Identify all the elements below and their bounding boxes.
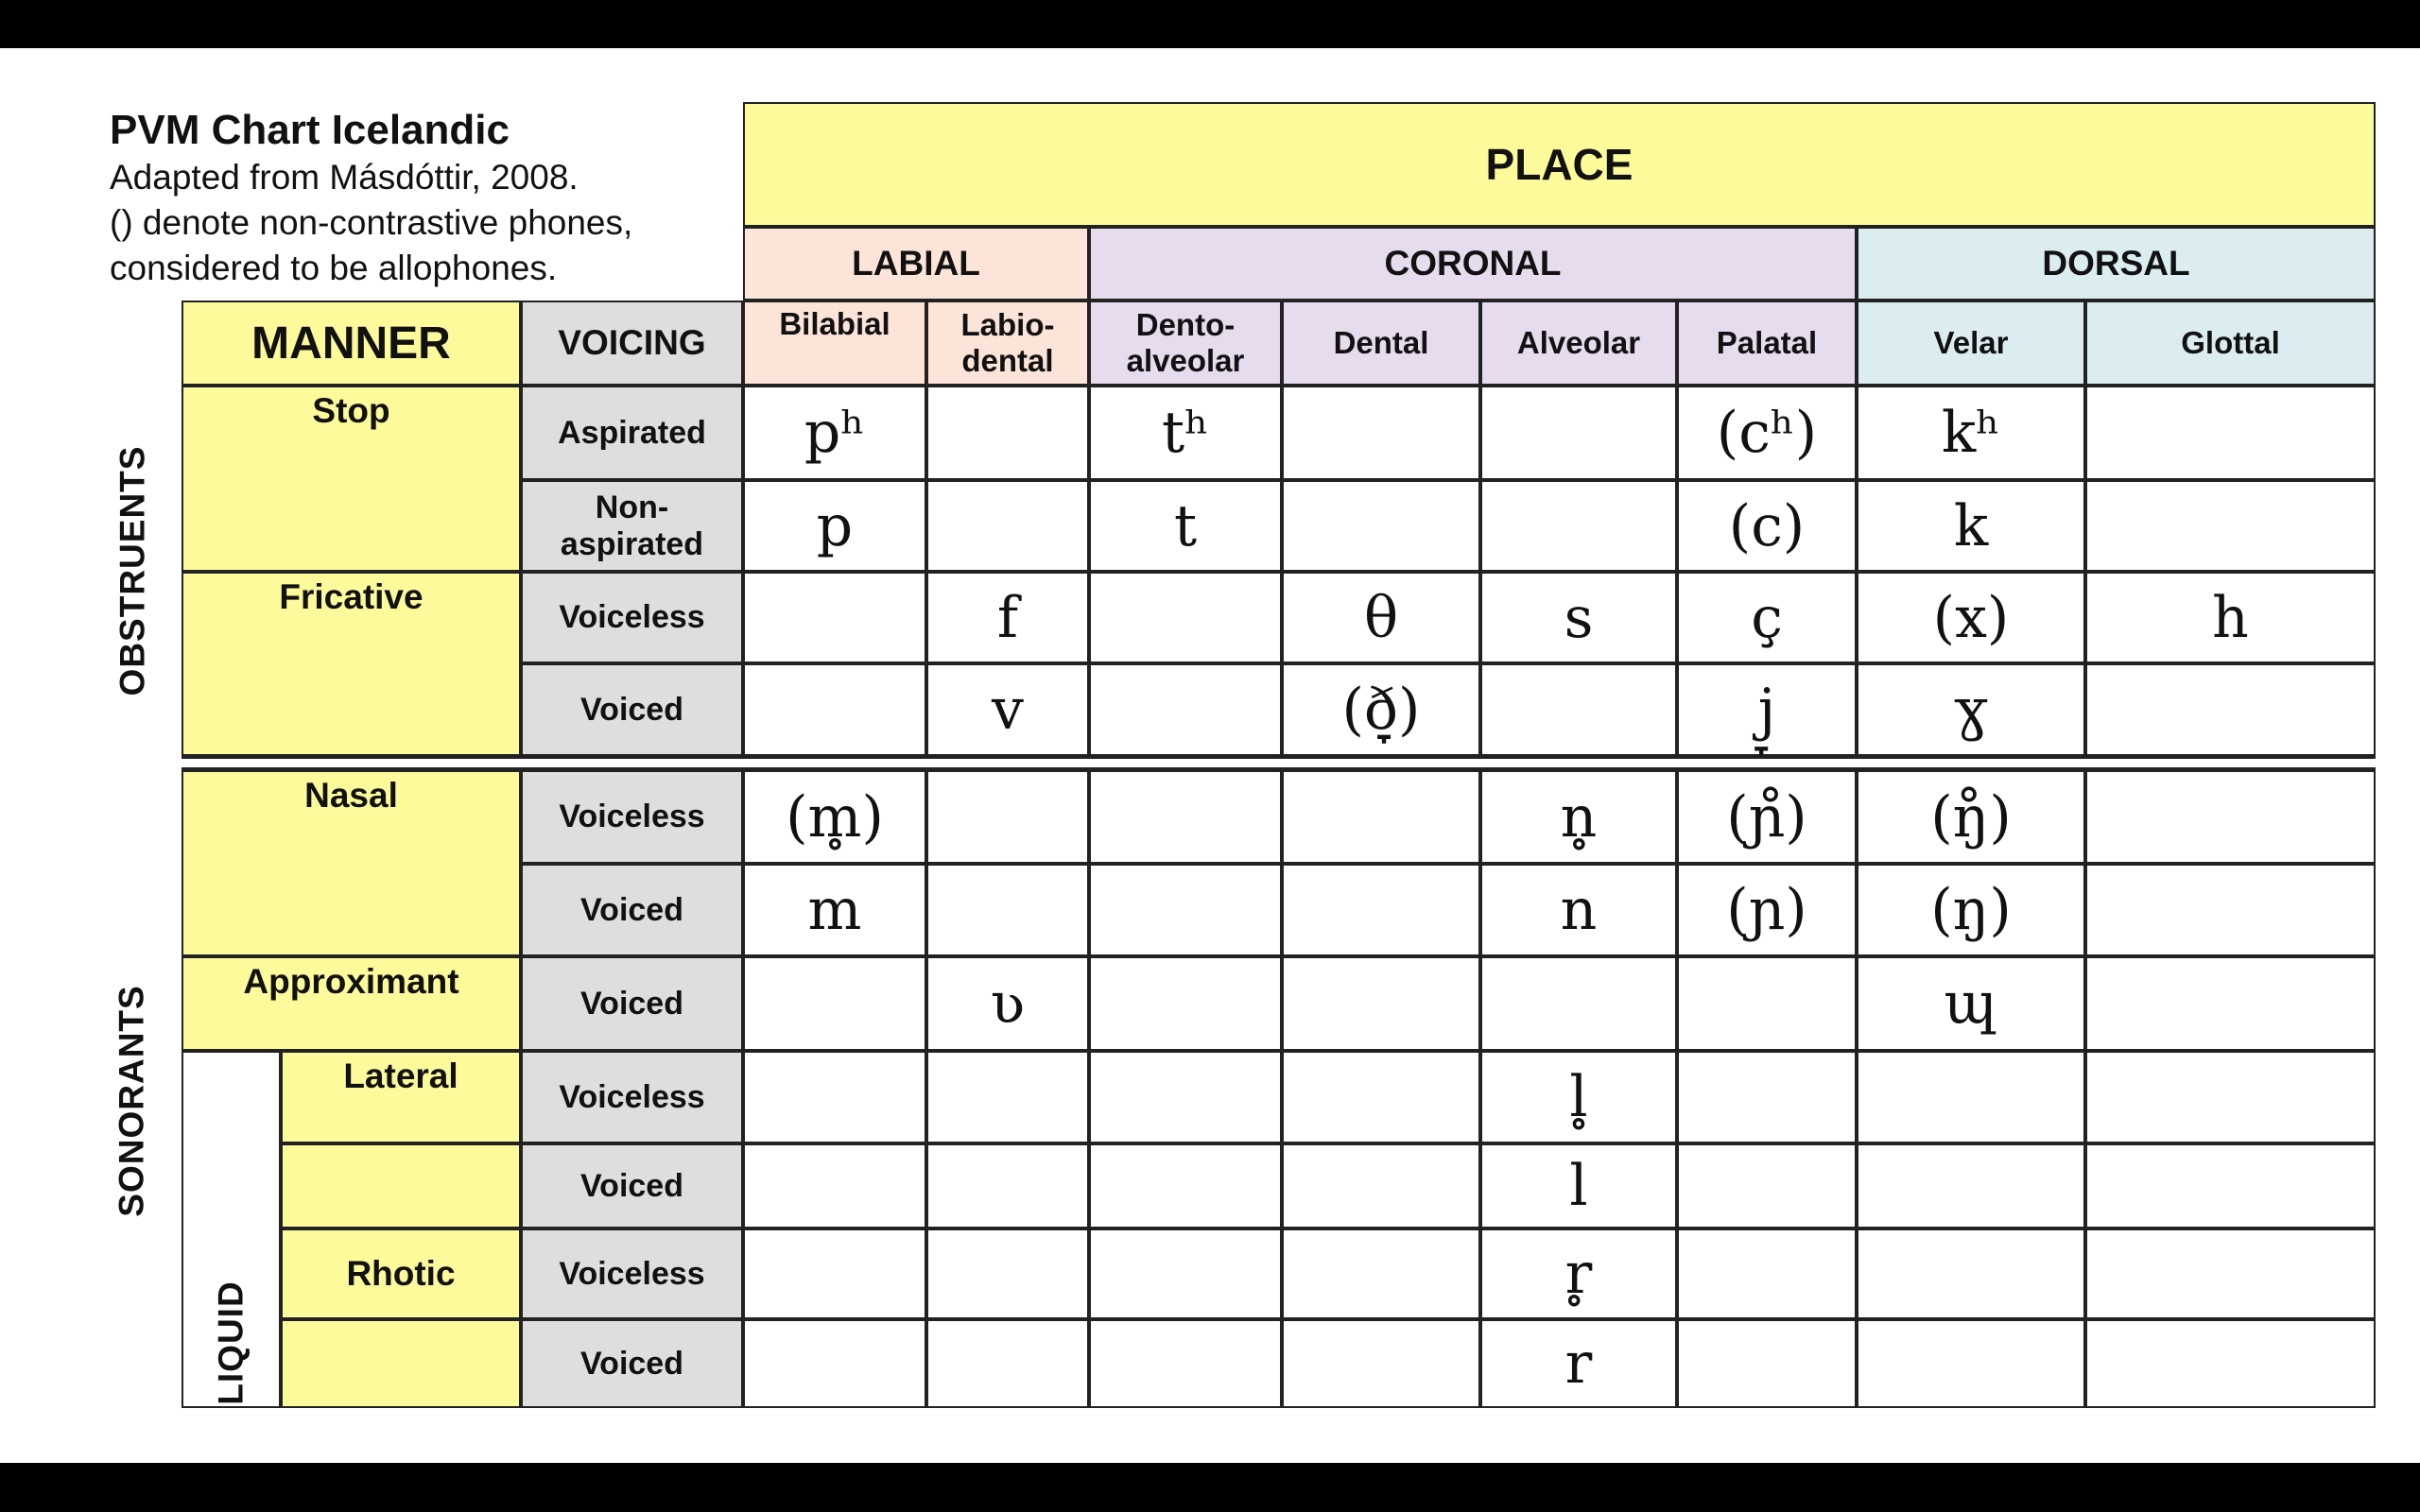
liquid-label-text: LIQUID <box>211 1280 251 1405</box>
manner-header: MANNER <box>182 301 521 386</box>
phone-cell-bilabial <box>743 956 926 1051</box>
obstruent-sonorant-divider <box>182 756 2376 770</box>
phone-cell-palatal: ç <box>1677 572 1857 663</box>
phone-cell-labiodental: v <box>926 663 1089 756</box>
phone-cell-dental <box>1282 1143 1480 1228</box>
phone-cell-dentoalveolar <box>1089 770 1282 864</box>
obstruents-label-text: OBSTRUENTS <box>112 445 151 696</box>
phone-cell-velar: ɣ <box>1857 663 2085 756</box>
obstruents-label <box>95 386 170 756</box>
phone-cell-dental <box>1282 1228 1480 1319</box>
phone-cell-velar <box>1857 1051 2085 1143</box>
voicing-header: VOICING <box>521 301 743 386</box>
manner-rhotic-voiced-blank <box>281 1319 521 1408</box>
phone-cell-alveolar: r̥ <box>1480 1228 1677 1319</box>
phone-cell-glottal <box>2085 480 2376 572</box>
phone-cell-alveolar: l <box>1480 1143 1677 1228</box>
manner-stop: Stop <box>182 386 521 572</box>
group-dorsal: DORSAL <box>1857 227 2376 301</box>
phone-cell-palatal <box>1677 1228 1857 1319</box>
phone-cell-labiodental <box>926 386 1089 480</box>
phone-cell-dentoalveolar <box>1089 663 1282 756</box>
group-coronal: CORONAL <box>1089 227 1857 301</box>
manner-nasal: Nasal <box>182 770 521 956</box>
phone-cell-dental: (ð̞) <box>1282 663 1480 756</box>
phone-cell-alveolar <box>1480 663 1677 756</box>
phone-cell-labiodental: ʋ <box>926 956 1089 1051</box>
phone-cell-alveolar: r <box>1480 1319 1677 1408</box>
phone-cell-palatal: j̞ <box>1677 663 1857 756</box>
phone-cell-labiodental <box>926 1143 1089 1228</box>
phone-cell-bilabial <box>743 663 926 756</box>
voicing-cell: Voiceless <box>521 572 743 663</box>
phone-cell-bilabial: (m̥) <box>743 770 926 864</box>
phone-cell-dentoalveolar <box>1089 572 1282 663</box>
phone-cell-labiodental <box>926 1051 1089 1143</box>
voicing-cell: Voiced <box>521 663 743 756</box>
voicing-cell: Voiceless <box>521 1051 743 1143</box>
phone-cell-bilabial <box>743 572 926 663</box>
place-header: PLACE <box>743 102 2376 227</box>
phone-cell-glottal <box>2085 770 2376 864</box>
col-header-glottal: Glottal <box>2085 301 2376 386</box>
chart-caption <box>110 106 632 291</box>
phone-cell-glottal <box>2085 663 2376 756</box>
phone-cell-dental <box>1282 770 1480 864</box>
manner-lateral-voiced-blank <box>281 1143 521 1228</box>
phone-cell-dentoalveolar <box>1089 1143 1282 1228</box>
col-header-velar: Velar <box>1857 301 2085 386</box>
phone-cell-glottal <box>2085 1319 2376 1408</box>
phone-cell-glottal <box>2085 956 2376 1051</box>
phone-cell-dentoalveolar: t <box>1089 480 1282 572</box>
phone-cell-bilabial <box>743 1051 926 1143</box>
phone-cell-palatal: (ɲ) <box>1677 864 1857 956</box>
sonorants-label <box>95 945 170 1257</box>
phone-cell-alveolar: n̥ <box>1480 770 1677 864</box>
phone-cell-dentoalveolar <box>1089 956 1282 1051</box>
phone-cell-dentoalveolar: tʰ <box>1089 386 1282 480</box>
manner-rhotic: Rhotic <box>281 1228 521 1319</box>
phone-cell-alveolar: s <box>1480 572 1677 663</box>
phone-cell-dental <box>1282 386 1480 480</box>
phone-cell-labiodental <box>926 864 1089 956</box>
sonorants-label-text: SONORANTS <box>112 985 151 1217</box>
phone-cell-alveolar <box>1480 480 1677 572</box>
phone-cell-velar: (x) <box>1857 572 2085 663</box>
phone-cell-dentoalveolar <box>1089 1228 1282 1319</box>
voicing-cell: Voiced <box>521 864 743 956</box>
phone-cell-velar <box>1857 1143 2085 1228</box>
group-labial: LABIAL <box>743 227 1089 301</box>
phone-cell-labiodental <box>926 1228 1089 1319</box>
phone-cell-bilabial: p <box>743 480 926 572</box>
voicing-cell: Voiceless <box>521 770 743 864</box>
phone-cell-palatal: (cʰ) <box>1677 386 1857 480</box>
col-header-dental: Dental <box>1282 301 1480 386</box>
phone-cell-bilabial: m <box>743 864 926 956</box>
phone-cell-labiodental <box>926 480 1089 572</box>
phone-cell-palatal <box>1677 1051 1857 1143</box>
chart-title: PVM Chart Icelandic <box>110 107 510 153</box>
phone-cell-labiodental <box>926 770 1089 864</box>
phone-cell-glottal <box>2085 1143 2376 1228</box>
col-header-alveolar: Alveolar <box>1480 301 1677 386</box>
phone-cell-velar: k <box>1857 480 2085 572</box>
phone-cell-alveolar <box>1480 956 1677 1051</box>
caption-source: Adapted from Másdóttir, 2008. <box>110 158 579 197</box>
caption-note-2: considered to be allophones. <box>110 249 558 287</box>
phone-cell-palatal <box>1677 1319 1857 1408</box>
phone-cell-dental <box>1282 480 1480 572</box>
phone-cell-alveolar <box>1480 386 1677 480</box>
manner-lateral: Lateral <box>281 1051 521 1143</box>
voicing-cell: Voiced <box>521 1319 743 1408</box>
phone-cell-glottal <box>2085 1228 2376 1319</box>
phone-cell-bilabial <box>743 1143 926 1228</box>
voicing-cell: Voiced <box>521 1143 743 1228</box>
phone-cell-dentoalveolar <box>1089 1319 1282 1408</box>
phone-cell-palatal: (c) <box>1677 480 1857 572</box>
col-header-dentoalveolar: Dento- alveolar <box>1089 301 1282 386</box>
phone-cell-glottal: h <box>2085 572 2376 663</box>
col-header-palatal: Palatal <box>1677 301 1857 386</box>
voicing-cell: Non- aspirated <box>521 480 743 572</box>
phone-cell-velar: ɰ <box>1857 956 2085 1051</box>
phone-cell-glottal <box>2085 1051 2376 1143</box>
voicing-cell: Voiced <box>521 956 743 1051</box>
phone-cell-bilabial <box>743 1228 926 1319</box>
phone-cell-velar: (ŋ̊) <box>1857 770 2085 864</box>
phone-cell-labiodental: f <box>926 572 1089 663</box>
phone-cell-dental <box>1282 864 1480 956</box>
phone-cell-velar: kʰ <box>1857 386 2085 480</box>
phone-cell-glottal <box>2085 386 2376 480</box>
phone-cell-dental <box>1282 1051 1480 1143</box>
phone-cell-bilabial: pʰ <box>743 386 926 480</box>
manner-fricative: Fricative <box>182 572 521 756</box>
phone-cell-dentoalveolar <box>1089 1051 1282 1143</box>
phone-cell-dentoalveolar <box>1089 864 1282 956</box>
col-header-labiodental: Labio- dental <box>926 301 1089 386</box>
col-header-bilabial: Bilabial <box>743 301 926 386</box>
phone-cell-dental: θ <box>1282 572 1480 663</box>
phone-cell-velar <box>1857 1319 2085 1408</box>
phone-cell-dental <box>1282 1319 1480 1408</box>
phone-cell-dental <box>1282 956 1480 1051</box>
phone-cell-alveolar: n <box>1480 864 1677 956</box>
phone-cell-glottal <box>2085 864 2376 956</box>
phone-cell-labiodental <box>926 1319 1089 1408</box>
phone-cell-palatal <box>1677 1143 1857 1228</box>
voicing-cell: Voiceless <box>521 1228 743 1319</box>
phone-cell-palatal <box>1677 956 1857 1051</box>
phone-cell-palatal: (ɲ̊) <box>1677 770 1857 864</box>
caption-note-1: () denote non-contrastive phones, <box>110 203 633 242</box>
manner-approximant: Approximant <box>182 956 521 1051</box>
phone-cell-velar <box>1857 1228 2085 1319</box>
phone-cell-bilabial <box>743 1319 926 1408</box>
liquid-label <box>182 1051 281 1408</box>
phone-cell-alveolar: l̥ <box>1480 1051 1677 1143</box>
voicing-cell: Aspirated <box>521 386 743 480</box>
phone-cell-velar: (ŋ) <box>1857 864 2085 956</box>
